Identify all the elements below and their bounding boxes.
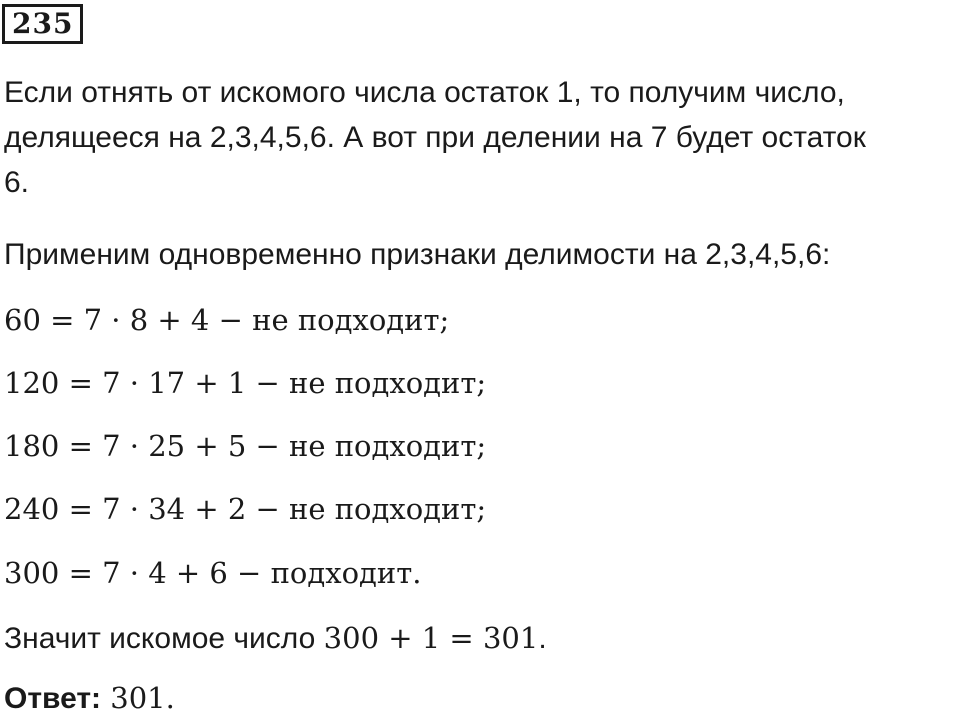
intro-line: делящееся на 2,3,4,5,6. А вот при делении на 7 будет остаток	[4, 121, 866, 154]
answer	[4, 676, 175, 721]
equation-line: 60 = 7 · 8 + 4 − не подходит;	[4, 303, 450, 337]
intro-line: 6.	[4, 166, 30, 199]
problem-number-box: 235	[2, 4, 83, 44]
answer-label: Ответ:	[4, 682, 102, 715]
conclusion-math: 300 + 1 = 301	[323, 621, 539, 655]
equation-line: 180 = 7 · 25 + 5 − не подходит;	[4, 429, 487, 463]
equation-line: 120 = 7 · 17 + 1 − не подходит;	[4, 366, 487, 400]
method-statement: Применим одновременно признаки делимости на 2,3,4,5,6:	[4, 238, 831, 271]
equation-line: 300 = 7 · 4 + 6 − подходит.	[4, 556, 422, 590]
answer-value: 301.	[101, 681, 175, 715]
intro-line: Если отнять от искомого числа остаток 1, то получим число,	[4, 76, 845, 109]
intro-paragraph	[4, 70, 956, 205]
conclusion-period: .	[538, 622, 547, 655]
equation-line: 240 = 7 · 34 + 2 − не подходит;	[4, 492, 487, 526]
conclusion	[4, 616, 547, 661]
conclusion-text: Значит искомое число	[4, 622, 324, 655]
